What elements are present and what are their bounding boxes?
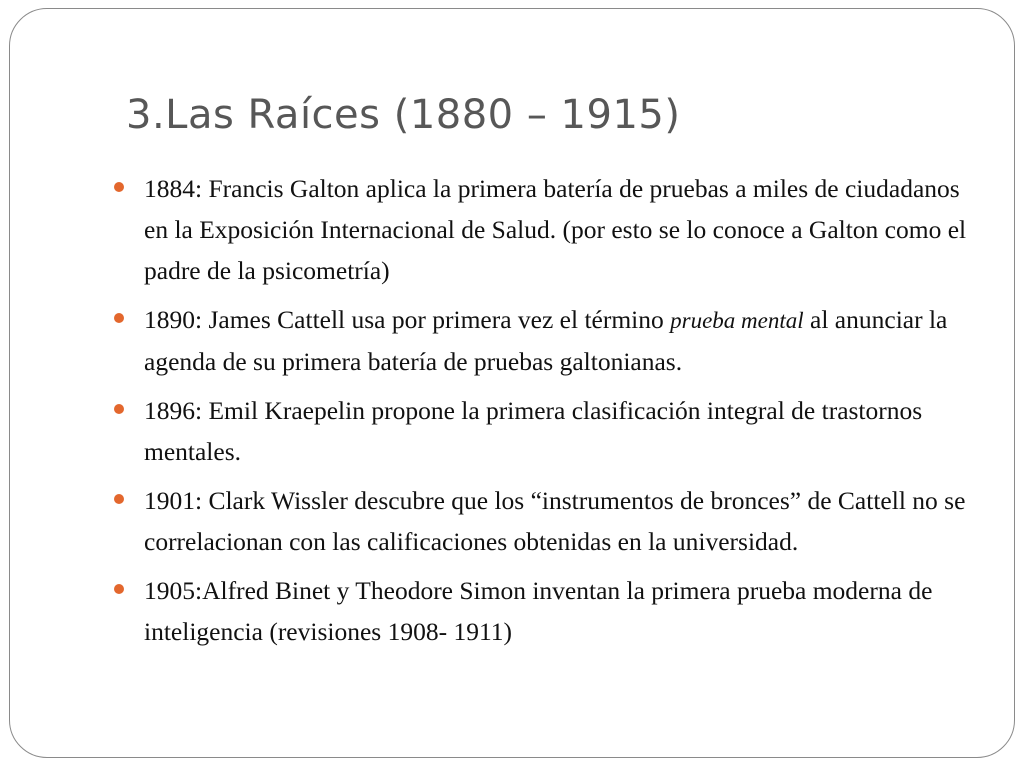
bullet-text: 1884: Francis Galton aplica la primera batería de pruebas a miles de ciudadanos en la Exposición Internacional de Salud. (por esto se lo conoce a Galton como el padre de la psicometría) (144, 174, 967, 285)
bullet-dot-icon (114, 182, 124, 192)
bullet-text: 1890: James Cattell usa por primera vez el término (144, 305, 671, 334)
bullet-item-1905 (114, 570, 974, 652)
bullet-item-1896 (114, 390, 974, 472)
bullet-text: 1896: Emil Kraepelin propone la primera clasificación integral de trastornos mentales. (144, 396, 923, 466)
bullet-list (114, 168, 974, 660)
bullet-item-1884 (114, 168, 974, 291)
bullet-dot-icon (114, 494, 124, 504)
slide-title: 3.Las Raíces (1880 – 1915) (126, 92, 681, 138)
bullet-dot-icon (114, 584, 124, 594)
bullet-text-continued: al anunciar la agenda de su primera batería de pruebas galtonianas. (144, 305, 948, 376)
bullet-item-1901 (114, 480, 974, 562)
bullet-dot-icon (114, 404, 124, 414)
bullet-text: 1901: Clark Wissler descubre que los “instrumentos de bronces” de Cattell no se correlacionan con las calificaciones obtenidas en la universidad. (144, 486, 966, 556)
bullet-dot-icon (114, 313, 124, 323)
bullet-item-1890 (114, 299, 974, 382)
bullet-emphasis: prueba mental (670, 308, 804, 333)
bullet-text: 1905:Alfred Binet y Theodore Simon inventan la primera prueba moderna de inteligencia (revisiones 1908- 1911) (144, 576, 933, 646)
